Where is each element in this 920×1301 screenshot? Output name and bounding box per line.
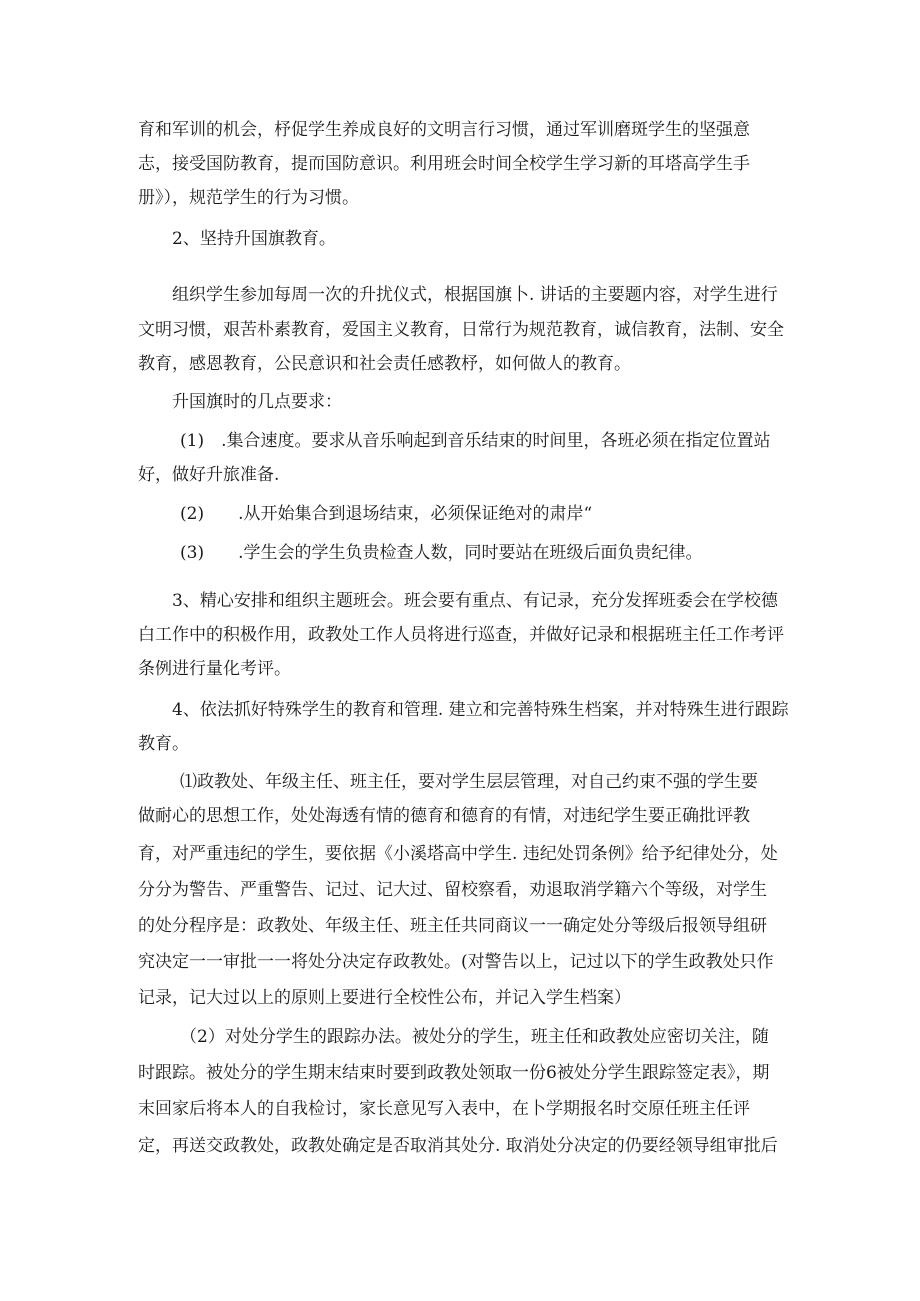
text-line: 文明习惯，艰苦朴素教育，爱国主义教育，日常行为规范教育，诚信教育，法制、安全 — [138, 320, 784, 340]
text-line: 末回家后将本人的自我检讨，家长意见写入表中，在卜学期报名时交原任班主任评 — [138, 1099, 750, 1119]
text-line: 育和军训的机会，杼促学生养成良好的文明言行习惯，通过军训磨斑学生的坚强意 — [138, 120, 750, 140]
text-line: 白工作中的积极作用，政教处工作人员将进行巡查，并做好记录和根据班主任工作考评 — [138, 625, 784, 645]
list-item: (3) .学生会的学生负贵检查人数，同时要站在班级后面负贵纪律。 — [180, 543, 703, 563]
text-line: 定，再送交政教处，政教处确定是否取消其处分. 取消处分决定的仍要经领导组审批后 — [138, 1136, 778, 1156]
text-line: 时跟踪。被处分的学生期末结束时要到政教处领取一份6被处分学生跟踪签定表》，期 — [138, 1063, 770, 1083]
text-line: （2）对处分学生的跟踪办法。被处分的学生，班主任和政教处应密切关注，随 — [180, 1027, 769, 1047]
text-line: 组织学生参加每周一次的升扰仪式，根据国旗卜. 讲话的主要题内容，对学生进行 — [172, 285, 778, 305]
text-line: 条例进行量化考评。 — [138, 659, 291, 679]
list-item: (1) .集合速度。要求从音乐响起到音乐结束的时间里，各班必须在指定位置站 — [180, 431, 771, 451]
text-line: ⑴政教处、年级主任、班主任，要对学生层层管理，对自己约束不强的学生要 — [180, 772, 758, 792]
text-line: 分分为警告、严重警告、记过、记大过、留校察看，劝退取消学籍六个等级，对学生 — [138, 880, 767, 900]
text-line: 教育。 — [138, 734, 189, 754]
section-heading: 4、依法抓好特殊学生的教育和管理. 建立和完善特殊生档案，并对特殊生进行跟踪 — [172, 700, 789, 720]
list-item: (2) .从开始集合到退场结束，必须保证绝对的肃岸“ — [180, 504, 593, 524]
text-line: 记录，记大过以上的原则上要进行全校性公布，并记入学生档案） — [138, 988, 631, 1008]
text-line: 育，对严重违纪的学生，要依据《小溪塔高中学生. 违纪处罚条例》给予纪律处分，处 — [138, 844, 778, 864]
text-line: 究决定一一审批一一将处分决定存政教处。(对警告以上，记过以下的学生政教处只作 — [138, 952, 774, 972]
text-line: 志，接受国防教育，提而国防意识。利用班会时间全校学生学习新的耳塔高学生手 — [138, 154, 750, 174]
section-heading: 3、精心安排和组织主题班会。班会要有重点、有记录，充分发挥班委会在学校德 — [172, 591, 778, 611]
text-line: 教育，感恩教育，公民意识和社会责任感教杼，如何做人的教育。 — [138, 354, 631, 374]
text-line: 册》），规范学生的行为习惯。 — [138, 188, 359, 208]
text-line: 的处分程序是：政教处、年级主任、班主任共同商议一一确定处分等级后报领导组研 — [138, 916, 767, 936]
text-line: 做耐心的思想工作，处处海透有情的德育和德育的有情，对违纪学生要正确批评教 — [138, 806, 750, 826]
section-heading: 2、坚持升国旗教育。 — [172, 229, 336, 249]
text-line: 升国旗时的几点要求： — [172, 392, 342, 412]
text-line: 好，做好升旅准备. — [138, 465, 280, 485]
